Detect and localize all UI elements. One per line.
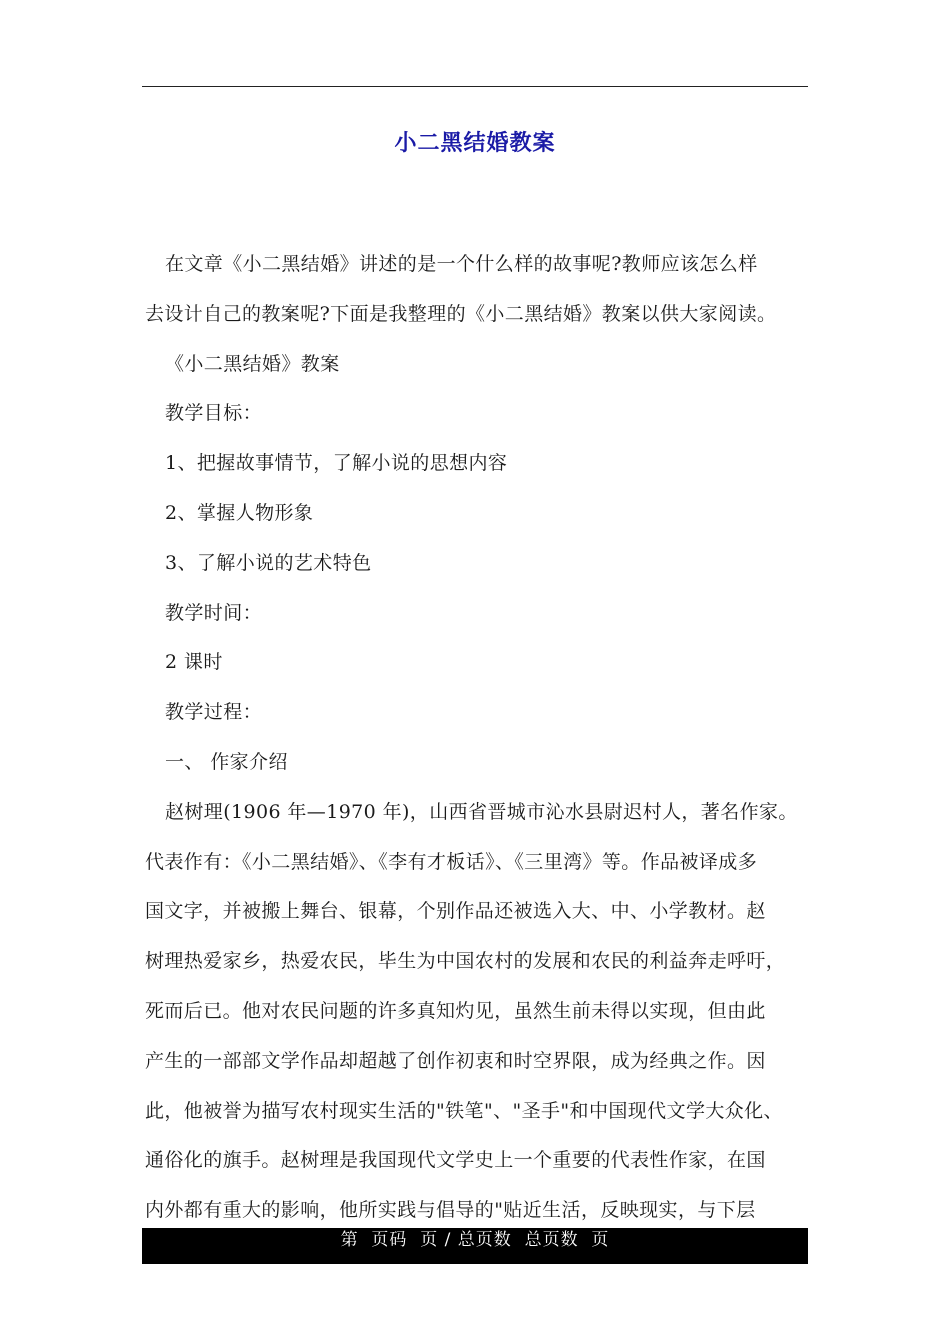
paragraph-line: 去设计自己的教案呢?下面是我整理的《小二黑结婚》教案以供大家阅读。: [145, 302, 777, 325]
page-number-text: 第 页码 页 / 总页数 总页数 页: [340, 1230, 610, 1250]
paragraph-line: 死而后已。他对农民问题的许多真知灼见，虽然生前未得以实现，但由此: [145, 999, 766, 1022]
paragraph-line: 代表作有：《小二黑结婚》、《李有才板话》、《三里湾》等。作品被译成多: [145, 850, 758, 873]
document-title: 小二黑结婚教案: [394, 131, 556, 156]
paragraph-line: 2、掌握人物形象: [165, 501, 314, 524]
paragraph-line: 内外都有重大的影响，他所实践与倡导的"贴近生活，反映现实，与下层: [145, 1199, 756, 1222]
paragraph-line: 树理热爱家乡，热爱农民，毕生为中国农村的发展和农民的利益奔走呼吁，: [145, 950, 786, 973]
paragraph-line: 产生的一部部文学作品却超越了创作初衷和时空界限，成为经典之作。因: [145, 1049, 766, 1072]
paragraph-line: 在文章《小二黑结婚》讲述的是一个什么样的故事呢?教师应该怎么样: [165, 253, 758, 275]
page-footer: [142, 1228, 808, 1264]
paragraph-line: 一、 作家介绍: [165, 750, 288, 773]
paragraph-line: 教学目标：: [165, 402, 263, 425]
paragraph-line: 2 课时: [165, 651, 223, 674]
paragraph-line: 通俗化的旗手。赵树理是我国现代文学史上一个重要的代表性作家，在国: [145, 1149, 766, 1172]
document-body: [145, 240, 815, 1236]
paragraph-line: 教学过程：: [165, 701, 263, 724]
paragraph-line: 教学时间：: [165, 601, 263, 624]
paragraph-line: 《小二黑结婚》教案: [165, 352, 340, 375]
paragraph-line: 1、把握故事情节，了解小说的思想内容: [165, 452, 508, 475]
paragraph-line: 3、了解小说的艺术特色: [165, 551, 372, 574]
paragraph-line: 国文字，并被搬上舞台、银幕，个别作品还被选入大、中、小学教材。赵: [145, 900, 766, 923]
paragraph-line: 赵树理(1906 年—1970 年)，山西省晋城市沁水县尉迟村人，著名作家。: [165, 800, 798, 823]
paragraph-line: 此，他被誉为描写农村现实生活的"铁笔"、"圣手"和中国现代文学大众化、: [145, 1099, 783, 1122]
top-rule: [142, 86, 808, 87]
